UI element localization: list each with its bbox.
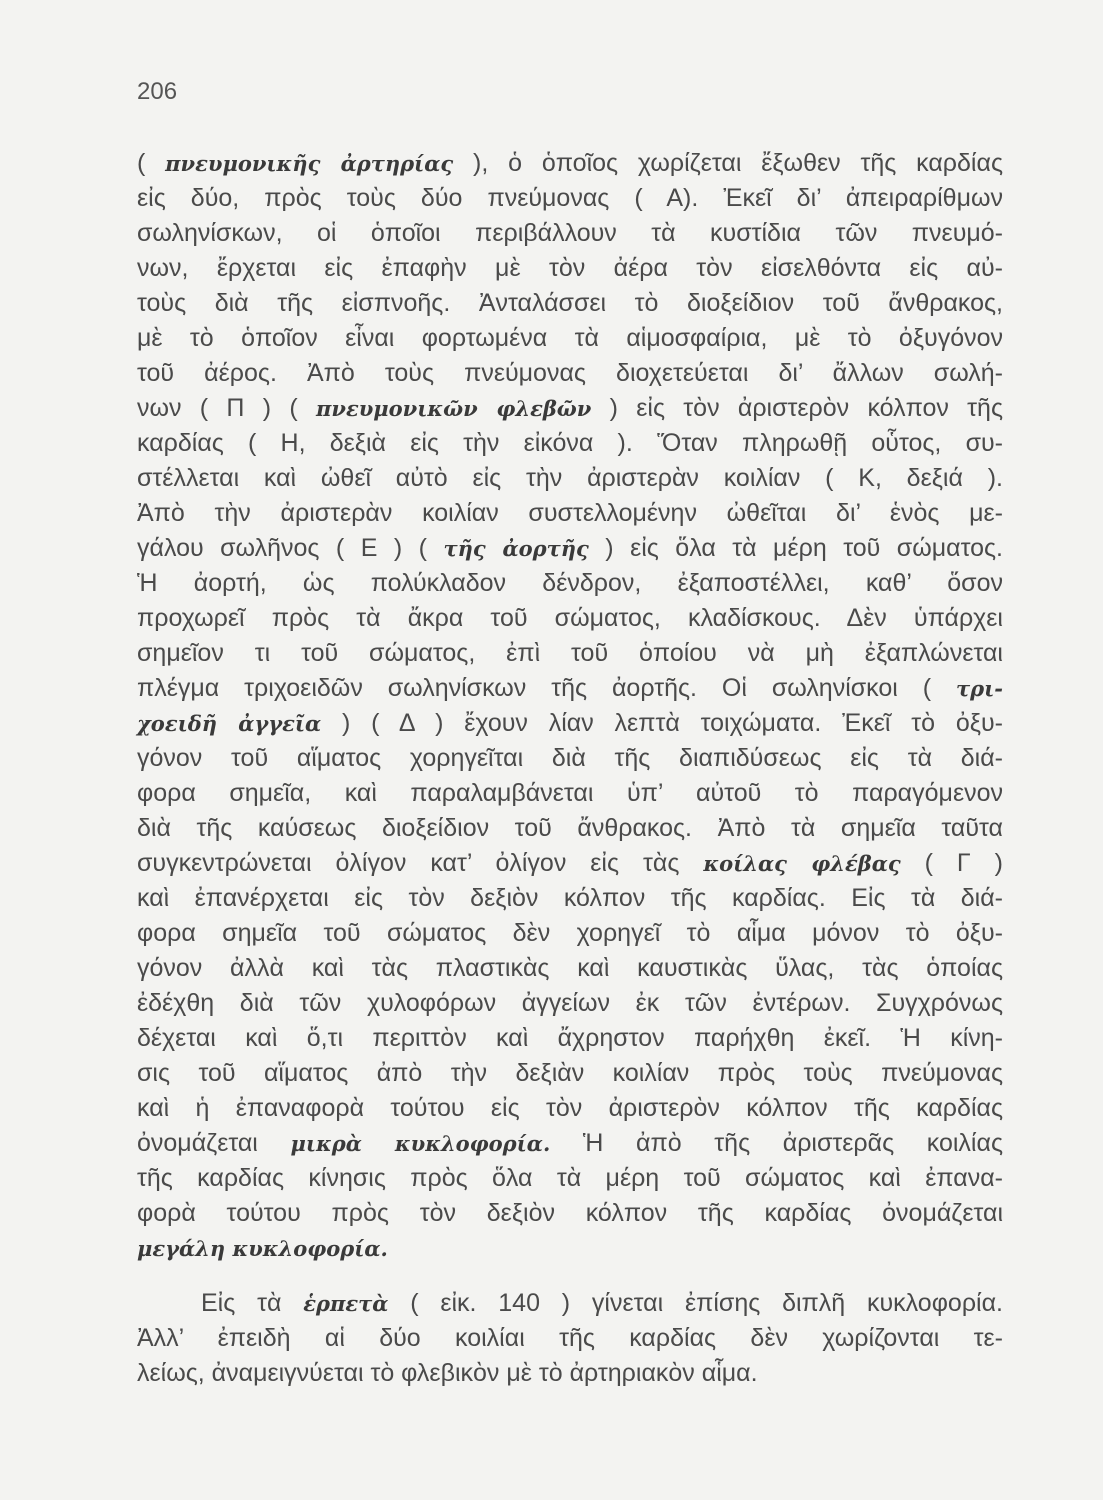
text-segment: ἐδέχθη διὰ τῶν χυλοφόρων ἀγγείων ἐκ τῶν ἐντέρων. Συγχρόνως — [137, 989, 1003, 1017]
text-line — [137, 601, 1003, 636]
text-segment: ) ( Δ ) ἔχουν λίαν λεπτὰ τοιχώματα. Ἐκεῖ τὸ ὀξυ- — [321, 709, 1003, 737]
text-segment: καὶ ἐπανέρχεται εἰς τὸν δεξιὸν κόλπον τῆς καρδίας. Εἰς τὰ διά- — [137, 884, 1003, 912]
text-line — [137, 181, 1003, 216]
text-line — [137, 1356, 1003, 1391]
text-segment: ὀνομάζεται — [137, 1129, 291, 1157]
text-segment: νων ( Π ) ( — [137, 394, 316, 422]
text-line — [137, 776, 1003, 811]
body-text — [137, 146, 1003, 1391]
text-line — [137, 286, 1003, 321]
emphasized-term: τρι- — [956, 676, 1003, 701]
text-segment: καὶ ἡ ἐπαναφορὰ τούτου εἰς τὸν ἀριστερὸν κόλπον τῆς καρδίας — [137, 1094, 1003, 1122]
text-segment: φορα σημεῖα, καὶ παραλαμβάνεται ὑπ’ αὐτοῦ τὸ παραγόμενον — [137, 779, 1003, 807]
text-segment: Εἰς τὰ — [201, 1289, 304, 1317]
text-segment: σις τοῦ αἵματος ἀπὸ τὴν δεξιὰν κοιλίαν πρὸς τοὺς πνεύμονας — [137, 1059, 1003, 1087]
text-line — [137, 916, 1003, 951]
text-segment: γόνον ἀλλὰ καὶ τὰς πλαστικὰς καὶ καυστικὰς ὕλας, τὰς ὁποίας — [137, 954, 1003, 982]
text-segment: φορὰ τούτου πρὸς τὸν δεξιὸν κόλπον τῆς καρδίας ὀνομάζεται — [137, 1199, 1003, 1227]
text-segment: τῆς καρδίας κίνησις πρὸς ὅλα τὰ μέρη τοῦ σώματος καὶ ἐπανα- — [137, 1164, 1003, 1192]
emphasized-term: πνευμονικῆς ἀρτηρίας — [165, 151, 454, 176]
text-line — [137, 496, 1003, 531]
text-line — [137, 1231, 1003, 1266]
text-line — [137, 1126, 1003, 1161]
text-segment: σωληνίσκων, οἱ ὁποῖοι περιβάλλουν τὰ κυστίδια τῶν πνευμό- — [137, 219, 1003, 247]
text-line — [137, 1286, 1003, 1321]
emphasized-term: ἑρπετὰ — [303, 1291, 389, 1316]
text-segment: λείως, ἀναμειγνύεται τὸ φλεβικὸν μὲ τὸ ἀρτηριακὸν αἷμα. — [137, 1359, 758, 1387]
text-line — [137, 426, 1003, 461]
text-segment: Ἡ ἀπὸ τῆς ἀριστερᾶς κοιλίας — [550, 1129, 1003, 1157]
text-segment: εἰς δύο, πρὸς τοὺς δύο πνεύμονας ( Α). Ἐκεῖ δι’ ἀπειραρίθμων — [137, 184, 1003, 212]
text-line — [137, 216, 1003, 251]
text-line — [137, 636, 1003, 671]
text-segment: Ἀλλ’ ἐπειδὴ αἱ δύο κοιλίαι τῆς καρδίας δὲν χωρίζονται τε- — [137, 1324, 1003, 1352]
text-segment: καρδίας ( Η, δεξιὰ εἰς τὴν εἰκόνα ). Ὅταν πληρωθῇ οὗτος, συ- — [137, 429, 1003, 457]
text-line — [137, 321, 1003, 356]
text-line — [137, 391, 1003, 426]
emphasized-term: πνευμονικῶν φλεβῶν — [316, 396, 592, 421]
text-line — [137, 531, 1003, 566]
text-segment: ( εἰκ. 140 ) γίνεται ἐπίσης διπλῆ κυκλοφορία. — [388, 1289, 1003, 1317]
text-line — [137, 1196, 1003, 1231]
text-line — [137, 1091, 1003, 1126]
text-line — [137, 356, 1003, 391]
text-line — [137, 1056, 1003, 1091]
text-segment: ( Γ ) — [900, 849, 1003, 877]
text-segment: Ἡ ἀορτή, ὡς πολύκλαδον δένδρον, ἐξαποστέλλει, καθ’ ὅσον — [137, 569, 1003, 597]
text-segment: συγκεντρώνεται ὀλίγον κατ’ ὀλίγον εἰς τὰς — [137, 849, 704, 877]
text-segment: δέχεται καὶ ὅ,τι περιττὸν καὶ ἄχρηστον παρήχθη ἐκεῖ. Ἡ κίνη- — [137, 1024, 1003, 1052]
text-line — [137, 881, 1003, 916]
text-line — [137, 1021, 1003, 1056]
text-line — [137, 741, 1003, 776]
text-line — [137, 846, 1003, 881]
text-line — [137, 811, 1003, 846]
text-segment: τοὺς διὰ τῆς εἰσπνοῆς. Ἀνταλάσσει τὸ διοξείδιον τοῦ ἄνθρακος, — [137, 289, 1003, 317]
text-segment: φορα σημεῖα τοῦ σώματος δὲν χορηγεῖ τὸ αἷμα μόνον τὸ ὀξυ- — [137, 919, 1003, 947]
text-segment: διὰ τῆς καύσεως διοξείδιον τοῦ ἄνθρακος. Ἀπὸ τὰ σημεῖα ταῦτα — [137, 814, 1003, 842]
text-segment: ), ὁ ὁποῖος χωρίζεται ἔξωθεν τῆς καρδίας — [453, 149, 1003, 177]
text-segment: τοῦ ἀέρος. Ἀπὸ τοὺς πνεύμονας διοχετεύεται δι’ ἄλλων σωλή- — [137, 359, 1003, 387]
text-line — [137, 706, 1003, 741]
emphasized-term: μεγάλη κυκλοφορία. — [137, 1236, 388, 1261]
text-segment: νων, ἔρχεται εἰς ἐπαφὴν μὲ τὸν ἀέρα τὸν εἰσελθόντα εἰς αὐ- — [137, 254, 1003, 282]
text-segment: προχωρεῖ πρὸς τὰ ἄκρα τοῦ σώματος, κλαδίσκους. Δὲν ὑπάρχει — [137, 604, 1003, 632]
text-line — [137, 951, 1003, 986]
emphasized-term: τῆς ἀορτῆς — [443, 536, 589, 561]
text-line — [137, 251, 1003, 286]
text-segment: γάλου σωλῆνος ( Ε ) ( — [137, 534, 444, 562]
emphasized-term: χοειδῆ ἀγγεῖα — [137, 711, 322, 736]
text-line — [137, 671, 1003, 706]
text-segment: πλέγμα τριχοειδῶν σωληνίσκων τῆς ἀορτῆς. Οἱ σωληνίσκοι ( — [137, 674, 957, 702]
text-line — [137, 461, 1003, 496]
text-segment: γόνον τοῦ αἵματος χορηγεῖται διὰ τῆς διαπιδύσεως εἰς τὰ διά- — [137, 744, 1003, 772]
text-line — [137, 566, 1003, 601]
text-segment: ) εἰς ὅλα τὰ μέρη τοῦ σώματος. — [588, 534, 1003, 562]
text-segment: στέλλεται καὶ ὠθεῖ αὐτὸ εἰς τὴν ἀριστερὰν κοιλίαν ( Κ, δεξιά ). — [137, 464, 1003, 492]
text-line — [137, 1161, 1003, 1196]
text-line — [137, 146, 1003, 181]
emphasized-term: κοίλας φλέβας — [703, 851, 901, 876]
text-segment: μὲ τὸ ὁποῖον εἶναι φορτωμένα τὰ αἱμοσφαίρια, μὲ τὸ ὀξυγόνον — [137, 324, 1003, 352]
text-segment: σημεῖον τι τοῦ σώματος, ἐπὶ τοῦ ὁποίου νὰ μὴ ἐξαπλώνεται — [137, 639, 1003, 667]
emphasized-term: μικρὰ κυκλοφορία. — [290, 1131, 551, 1156]
page-number: 206 — [137, 78, 178, 105]
text-segment: ) εἰς τὸν ἀριστερὸν κόλπον τῆς — [591, 394, 1003, 422]
text-line — [137, 1321, 1003, 1356]
text-segment: ( — [137, 149, 166, 177]
text-segment: Ἀπὸ τὴν ἀριστερὰν κοιλίαν συστελλομένην ὠθεῖται δι’ ἑνὸς με- — [137, 499, 1003, 527]
text-line — [137, 986, 1003, 1021]
